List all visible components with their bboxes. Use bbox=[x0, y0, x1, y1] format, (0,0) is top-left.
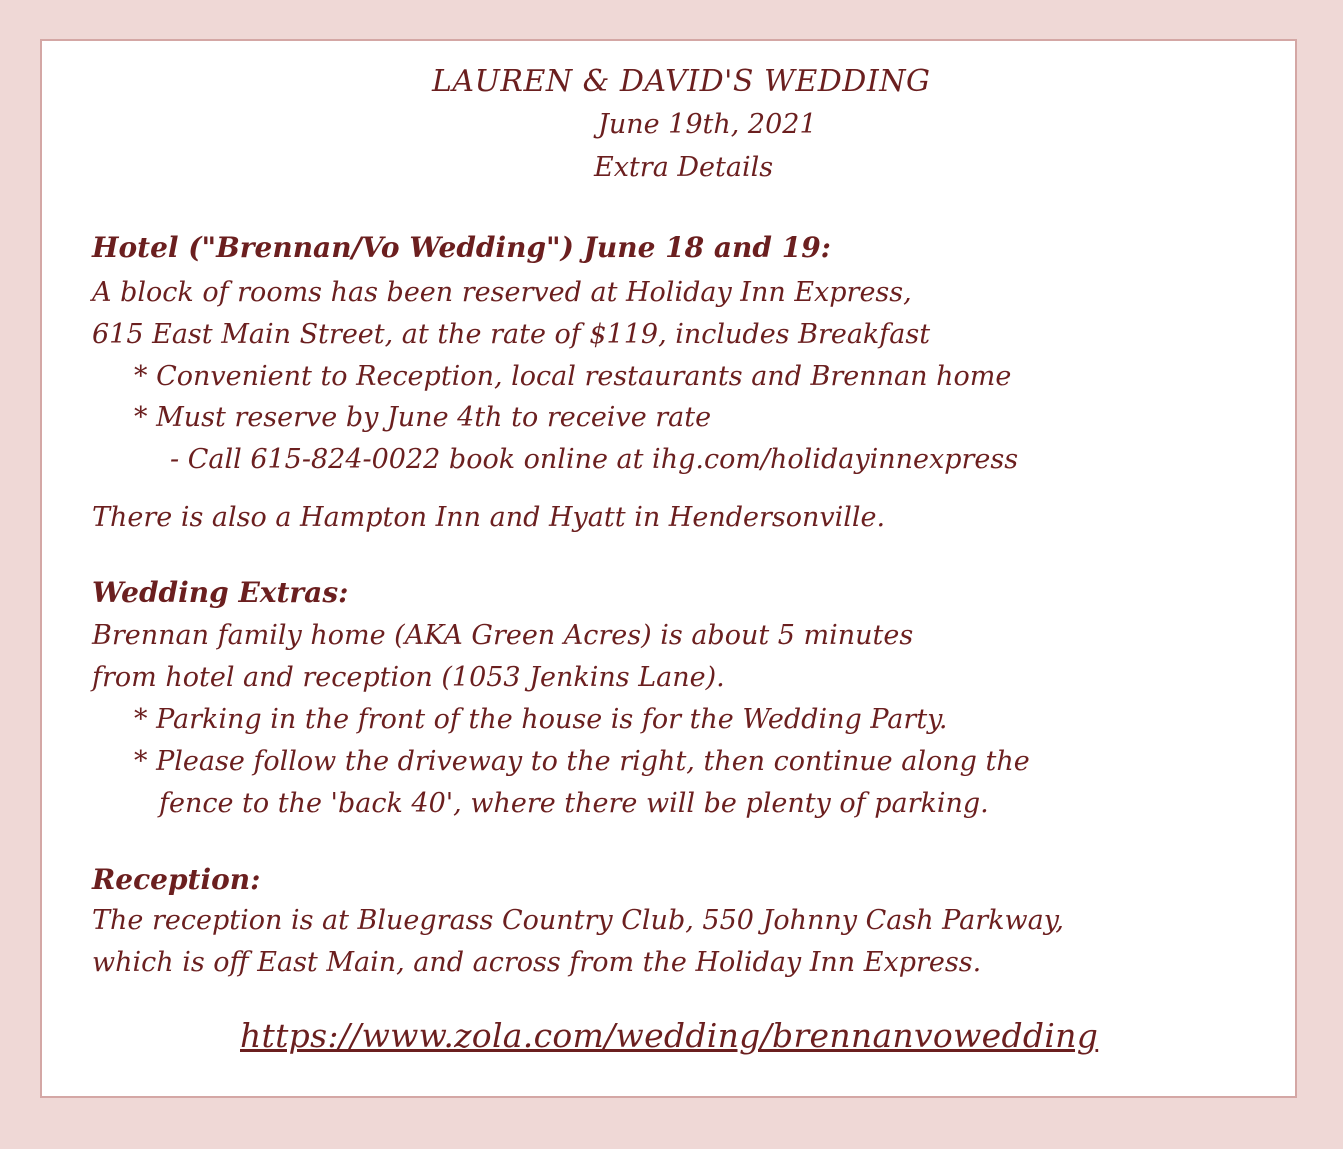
reception-heading: Reception: bbox=[92, 863, 261, 896]
page-subtitle: Extra Details bbox=[594, 152, 774, 183]
hotel-booking-line: - Call 615-824-0022 book online at ihg.com/holidayinnexpress bbox=[170, 444, 1019, 475]
extras-bullet-driveway: * Please follow the driveway to the right, then continue along the bbox=[134, 746, 1030, 777]
page-title: LAUREN & DAVID'S WEDDING bbox=[432, 64, 931, 99]
hotel-line-1: A block of rooms has been reserved at Holiday Inn Express, bbox=[92, 277, 912, 308]
hotel-line-2: 615 East Main Street, at the rate of $119, includes Breakfast bbox=[92, 319, 931, 350]
extras-line-2: from hotel and reception (1053 Jenkins Lane). bbox=[92, 662, 725, 693]
hotel-alternatives: There is also a Hampton Inn and Hyatt in Hendersonville. bbox=[92, 502, 886, 533]
reception-line-2: which is off East Main, and across from the Holiday Inn Express. bbox=[92, 947, 982, 978]
extras-bullet-parking: * Parking in the front of the house is for the Wedding Party. bbox=[134, 704, 948, 735]
wedding-website-link[interactable]: https://www.zola.com/wedding/brennanvowedding bbox=[240, 1016, 1099, 1055]
extras-heading: Wedding Extras: bbox=[92, 576, 349, 609]
hotel-heading: Hotel ("Brennan/Vo Wedding") June 18 and 19: bbox=[92, 231, 832, 264]
wedding-date: June 19th, 2021 bbox=[598, 109, 817, 140]
reception-line-1: The reception is at Bluegrass Country Club, 550 Johnny Cash Parkway, bbox=[92, 905, 1064, 936]
details-card bbox=[40, 39, 1297, 1098]
hotel-bullet-reserve: * Must reserve by June 4th to receive rate bbox=[134, 402, 712, 433]
extras-bullet-driveway-cont: fence to the 'back 40', where there will be plenty of parking. bbox=[159, 788, 989, 819]
hotel-bullet-convenient: * Convenient to Reception, local restaurants and Brennan home bbox=[134, 361, 1012, 392]
extras-line-1: Brennan family home (AKA Green Acres) is about 5 minutes bbox=[92, 620, 914, 651]
